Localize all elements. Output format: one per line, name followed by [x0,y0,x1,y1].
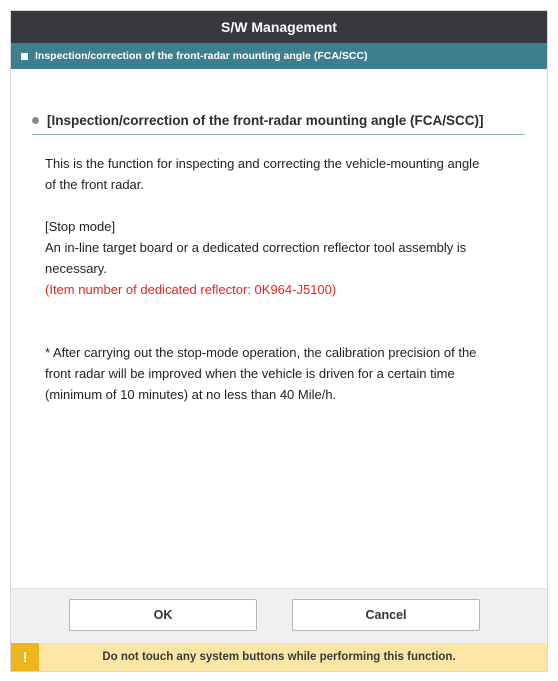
warning-bar [11,643,547,671]
warning-text: Do not touch any system buttons while performing this function. [102,651,456,663]
intro-line-1: This is the function for inspecting and correcting the vehicle-mounting angle [45,156,480,171]
circle-bullet-icon [32,117,39,124]
calibration-note-line-1: * After carrying out the stop-mode operation, the calibration precision of the [45,345,477,360]
function-header-label: Inspection/correction of the front-radar mounting angle (FCA/SCC) [35,50,368,62]
description-body [32,153,525,405]
warning-icon: ! [11,643,39,671]
intro-line-2: of the front radar. [45,177,145,192]
button-bar [11,588,547,643]
window-title-bar [11,11,547,43]
stop-mode-line-2: necessary. [45,261,107,276]
sw-management-dialog [10,10,548,672]
stop-mode-line-1: An in-line target board or a dedicated correction reflector tool assembly is [45,240,467,255]
stop-mode-heading: [Stop mode] [45,219,116,234]
section-title: [Inspection/correction of the front-radar mounting angle (FCA/SCC)] [47,113,484,128]
ok-button[interactable]: OK [69,599,257,631]
content-area [11,69,547,405]
section-heading [32,113,525,135]
function-header [11,43,547,69]
square-bullet-icon [21,53,28,60]
cancel-button[interactable]: Cancel [292,599,480,631]
calibration-note-line-2: front radar will be improved when the vehicle is driven for a certain time [45,366,455,381]
window-title: S/W Management [221,19,337,35]
calibration-note-line-3: (minimum of 10 minutes) at no less than 40 Mile/h. [45,387,337,402]
reflector-item-number: (Item number of dedicated reflector: 0K964-J5100) [45,282,337,297]
